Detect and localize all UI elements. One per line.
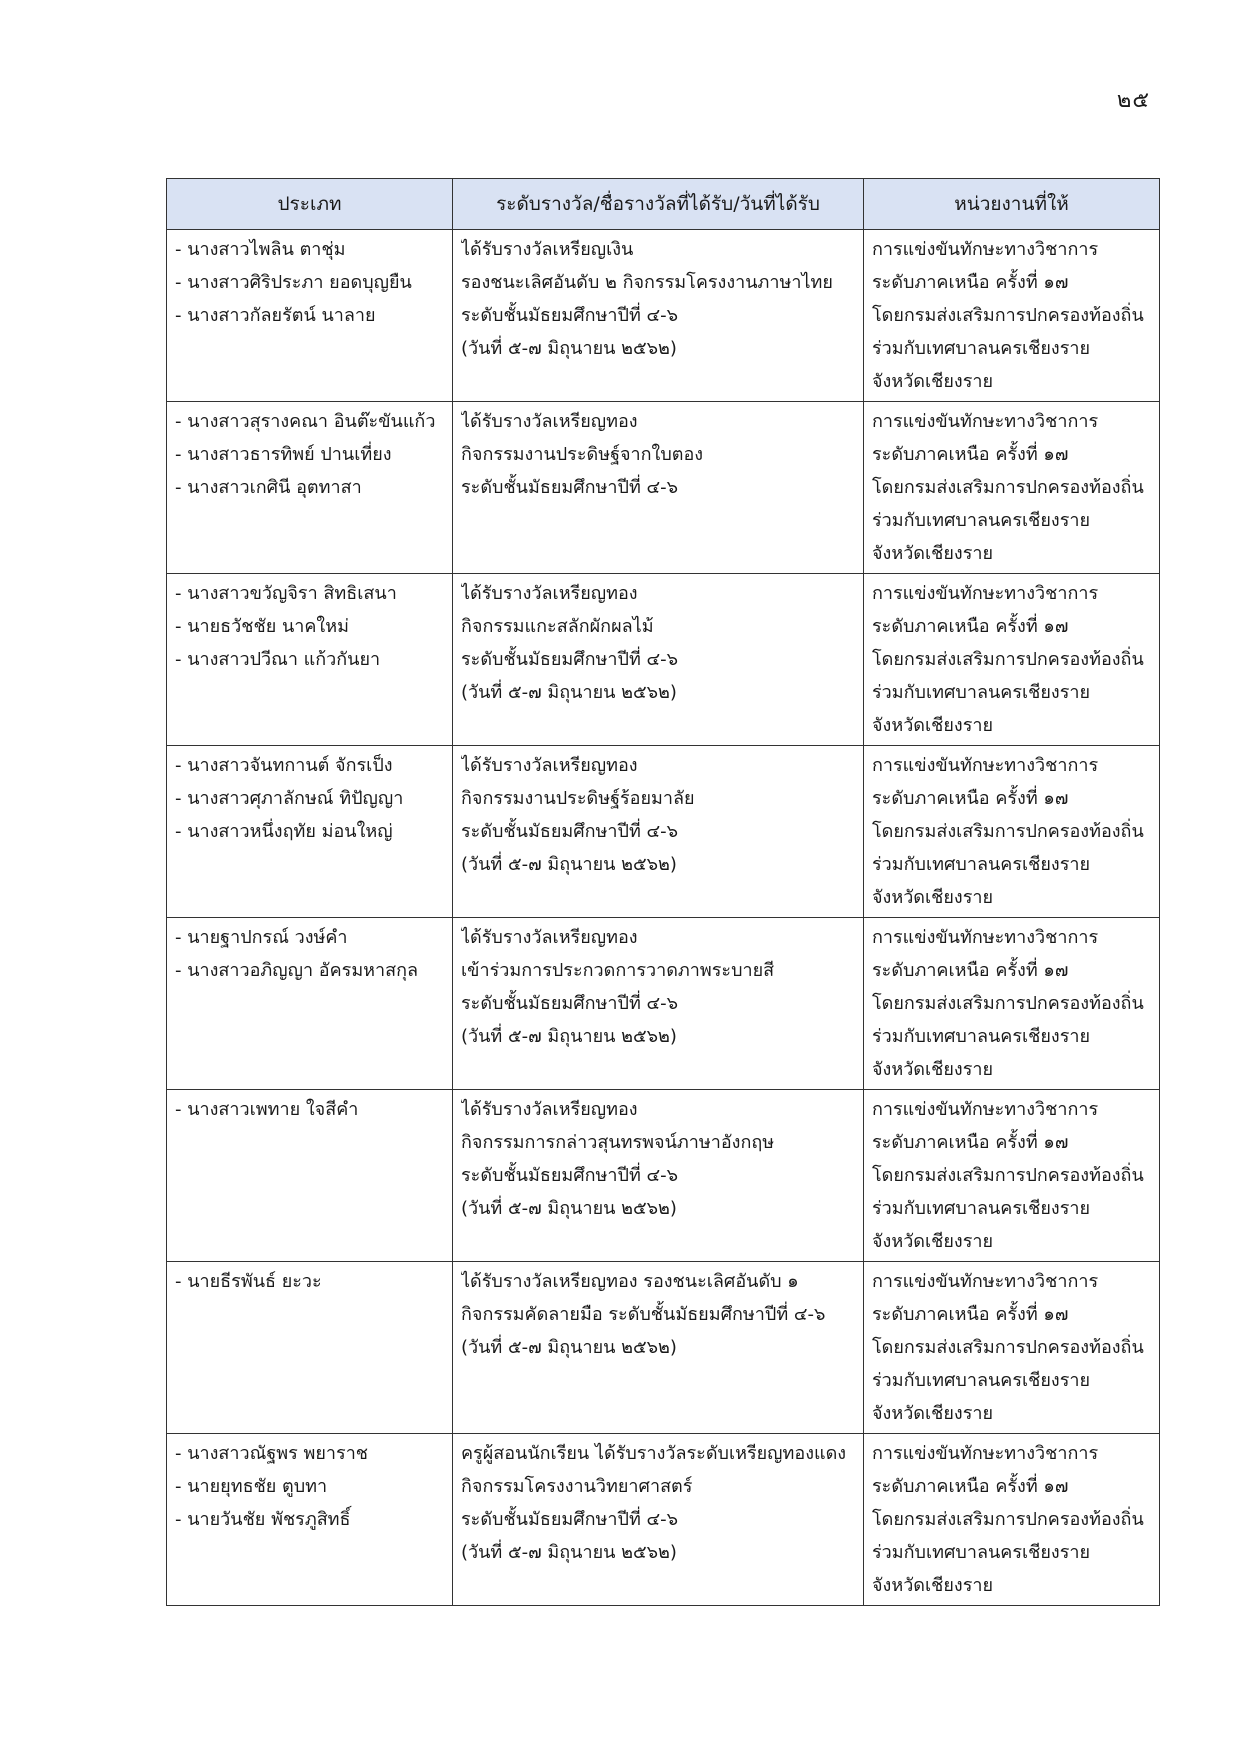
award-line: ระดับชั้นมัธยมศึกษาปีที่ ๔-๖ bbox=[461, 993, 679, 1014]
names-cell bbox=[167, 746, 453, 918]
header-agency: หน่วยงานที่ให้ bbox=[864, 179, 1160, 230]
agency-line: โดยกรมส่งเสริมการปกครองท้องถิ่น bbox=[872, 649, 1144, 670]
award-line: ระดับชั้นมัธยมศึกษาปีที่ ๔-๖ bbox=[461, 477, 679, 498]
agency-line: ระดับภาคเหนือ ครั้งที่ ๑๗ bbox=[872, 960, 1069, 981]
agency-line: จังหวัดเชียงราย bbox=[872, 1575, 994, 1596]
award-line: ครูผู้สอนนักเรียน ได้รับรางวัลระดับเหรียญทองแดง bbox=[461, 1443, 847, 1464]
agency-line: ร่วมกับเทศบาลนครเชียงราย bbox=[872, 854, 1091, 875]
agency-line: ระดับภาคเหนือ ครั้งที่ ๑๗ bbox=[872, 444, 1069, 465]
agency-line: โดยกรมส่งเสริมการปกครองท้องถิ่น bbox=[872, 821, 1144, 842]
award-line: (วันที่ ๕-๗ มิถุนายน ๒๕๖๒) bbox=[461, 1198, 677, 1219]
name-line: - นางสาวอภิญญา อัครมหาสกุล bbox=[175, 960, 419, 981]
name-line: - นางสาวขวัญจิรา สิทธิเสนา bbox=[175, 583, 397, 604]
agency-line: โดยกรมส่งเสริมการปกครองท้องถิ่น bbox=[872, 305, 1144, 326]
agency-line: จังหวัดเชียงราย bbox=[872, 1231, 994, 1252]
name-line: - นางสาวไพลิน ตาชุ่ม bbox=[175, 239, 346, 260]
names-cell bbox=[167, 574, 453, 746]
award-line: ได้รับรางวัลเหรียญทอง รองชนะเลิศอันดับ ๑ bbox=[461, 1271, 799, 1292]
agency-line: การแข่งขันทักษะทางวิชาการ bbox=[872, 1443, 1099, 1464]
agency-cell bbox=[864, 230, 1160, 402]
award-cell bbox=[453, 918, 864, 1090]
name-line: - นางสาวปวีณา แก้วกันยา bbox=[175, 649, 381, 670]
award-line: ได้รับรางวัลเหรียญทอง bbox=[461, 927, 638, 948]
agency-line: การแข่งขันทักษะทางวิชาการ bbox=[872, 583, 1099, 604]
table-body bbox=[167, 230, 1160, 1606]
agency-line: ระดับภาคเหนือ ครั้งที่ ๑๗ bbox=[872, 788, 1069, 809]
agency-line: การแข่งขันทักษะทางวิชาการ bbox=[872, 755, 1099, 776]
award-line: (วันที่ ๕-๗ มิถุนายน ๒๕๖๒) bbox=[461, 682, 677, 703]
award-line: กิจกรรมการกล่าวสุนทรพจน์ภาษาอังกฤษ bbox=[461, 1132, 775, 1153]
award-line: ได้รับรางวัลเหรียญเงิน bbox=[461, 239, 634, 260]
table-row bbox=[167, 918, 1160, 1090]
agency-line: โดยกรมส่งเสริมการปกครองท้องถิ่น bbox=[872, 1165, 1144, 1186]
agency-line: จังหวัดเชียงราย bbox=[872, 715, 994, 736]
table-row bbox=[167, 1262, 1160, 1434]
agency-line: จังหวัดเชียงราย bbox=[872, 1403, 994, 1424]
award-line: ระดับชั้นมัธยมศึกษาปีที่ ๔-๖ bbox=[461, 821, 679, 842]
award-cell bbox=[453, 1434, 864, 1606]
name-line: - นางสาวจันทกานต์ จักรเป็ง bbox=[175, 755, 393, 776]
name-line: - นางสาวกัลยรัตน์ นาลาย bbox=[175, 305, 376, 326]
agency-line: ร่วมกับเทศบาลนครเชียงราย bbox=[872, 1198, 1091, 1219]
agency-cell bbox=[864, 574, 1160, 746]
name-line: - นางสาวเกศินี อุตทาสา bbox=[175, 477, 362, 498]
agency-line: โดยกรมส่งเสริมการปกครองท้องถิ่น bbox=[872, 993, 1144, 1014]
award-line: (วันที่ ๕-๗ มิถุนายน ๒๕๖๒) bbox=[461, 854, 677, 875]
agency-line: ระดับภาคเหนือ ครั้งที่ ๑๗ bbox=[872, 272, 1069, 293]
award-line: (วันที่ ๕-๗ มิถุนายน ๒๕๖๒) bbox=[461, 1542, 677, 1563]
agency-line: ร่วมกับเทศบาลนครเชียงราย bbox=[872, 682, 1091, 703]
award-line: ได้รับรางวัลเหรียญทอง bbox=[461, 755, 638, 776]
agency-cell bbox=[864, 918, 1160, 1090]
names-cell bbox=[167, 1090, 453, 1262]
agency-line: โดยกรมส่งเสริมการปกครองท้องถิ่น bbox=[872, 477, 1144, 498]
agency-line: จังหวัดเชียงราย bbox=[872, 371, 994, 392]
award-line: ได้รับรางวัลเหรียญทอง bbox=[461, 583, 638, 604]
names-cell bbox=[167, 402, 453, 574]
name-line: - นางสาวหนึ่งฤทัย ม่อนใหญ่ bbox=[175, 821, 393, 842]
name-line: - นางสาวศุภาลักษณ์ ทิปัญญา bbox=[175, 788, 404, 809]
award-line: กิจกรรมงานประดิษฐ์ร้อยมาลัย bbox=[461, 788, 695, 809]
agency-cell bbox=[864, 746, 1160, 918]
name-line: - นายวันชัย พัชรภูสิทธิ์ bbox=[175, 1509, 351, 1530]
agency-line: การแข่งขันทักษะทางวิชาการ bbox=[872, 239, 1099, 260]
award-line: เข้าร่วมการประกวดการวาดภาพระบายสี bbox=[461, 960, 775, 981]
names-cell bbox=[167, 1262, 453, 1434]
award-cell bbox=[453, 230, 864, 402]
award-line: ได้รับรางวัลเหรียญทอง bbox=[461, 1099, 638, 1120]
names-cell bbox=[167, 918, 453, 1090]
table-row bbox=[167, 574, 1160, 746]
header-row bbox=[167, 179, 1160, 230]
award-line: รองชนะเลิศอันดับ ๒ กิจกรรมโครงงานภาษาไทย bbox=[461, 272, 833, 293]
agency-line: โดยกรมส่งเสริมการปกครองท้องถิ่น bbox=[872, 1337, 1144, 1358]
awards-table bbox=[166, 178, 1160, 1606]
agency-line: การแข่งขันทักษะทางวิชาการ bbox=[872, 411, 1099, 432]
award-line: กิจกรรมโครงงานวิทยาศาสตร์ bbox=[461, 1476, 693, 1497]
table-row bbox=[167, 1090, 1160, 1262]
agency-line: จังหวัดเชียงราย bbox=[872, 1059, 994, 1080]
agency-cell bbox=[864, 402, 1160, 574]
agency-line: ระดับภาคเหนือ ครั้งที่ ๑๗ bbox=[872, 1304, 1069, 1325]
award-line: ระดับชั้นมัธยมศึกษาปีที่ ๔-๖ bbox=[461, 1165, 679, 1186]
agency-line: จังหวัดเชียงราย bbox=[872, 543, 994, 564]
agency-line: ระดับภาคเหนือ ครั้งที่ ๑๗ bbox=[872, 1132, 1069, 1153]
names-cell bbox=[167, 1434, 453, 1606]
award-line: ระดับชั้นมัธยมศึกษาปีที่ ๔-๖ bbox=[461, 305, 679, 326]
name-line: - นายฐาปกรณ์ วงษ์คำ bbox=[175, 927, 348, 948]
agency-line: ร่วมกับเทศบาลนครเชียงราย bbox=[872, 1370, 1091, 1391]
name-line: - นางสาวศิริประภา ยอดบุญยืน bbox=[175, 272, 412, 293]
award-line: ระดับชั้นมัธยมศึกษาปีที่ ๔-๖ bbox=[461, 649, 679, 670]
award-line: (วันที่ ๕-๗ มิถุนายน ๒๕๖๒) bbox=[461, 1337, 677, 1358]
agency-line: ระดับภาคเหนือ ครั้งที่ ๑๗ bbox=[872, 1476, 1069, 1497]
agency-line: ร่วมกับเทศบาลนครเชียงราย bbox=[872, 338, 1091, 359]
name-line: - นางสาวสุรางคณา อินต๊ะขันแก้ว bbox=[175, 411, 436, 432]
name-line: - นางสาวธารทิพย์ ปานเที่ยง bbox=[175, 444, 392, 465]
award-cell bbox=[453, 574, 864, 746]
name-line: - นายธวัชชัย นาคใหม่ bbox=[175, 616, 349, 637]
name-line: - นายยุทธชัย ตูบทา bbox=[175, 1476, 328, 1497]
award-line: กิจกรรมงานประดิษฐ์จากใบตอง bbox=[461, 444, 704, 465]
name-line: - นางสาวณัฐพร พยาราช bbox=[175, 1443, 369, 1464]
award-line: ระดับชั้นมัธยมศึกษาปีที่ ๔-๖ bbox=[461, 1509, 679, 1530]
agency-cell bbox=[864, 1434, 1160, 1606]
award-cell bbox=[453, 1090, 864, 1262]
header-category: ประเภท bbox=[167, 179, 453, 230]
name-line: - นายธีรพันธ์ ยะวะ bbox=[175, 1271, 322, 1292]
table-row bbox=[167, 746, 1160, 918]
agency-line: การแข่งขันทักษะทางวิชาการ bbox=[872, 927, 1099, 948]
award-line: กิจกรรมแกะสลักผักผลไม้ bbox=[461, 616, 654, 637]
table-header bbox=[167, 179, 1160, 230]
agency-line: ร่วมกับเทศบาลนครเชียงราย bbox=[872, 1542, 1091, 1563]
agency-line: การแข่งขันทักษะทางวิชาการ bbox=[872, 1099, 1099, 1120]
award-line: ได้รับรางวัลเหรียญทอง bbox=[461, 411, 638, 432]
award-line: (วันที่ ๕-๗ มิถุนายน ๒๕๖๒) bbox=[461, 338, 677, 359]
table-row bbox=[167, 402, 1160, 574]
page-number: ๒๕ bbox=[1116, 88, 1150, 113]
agency-line: จังหวัดเชียงราย bbox=[872, 887, 994, 908]
agency-line: โดยกรมส่งเสริมการปกครองท้องถิ่น bbox=[872, 1509, 1144, 1530]
award-line: กิจกรรมคัดลายมือ ระดับชั้นมัธยมศึกษาปีที่ ๔-๖ bbox=[461, 1304, 826, 1325]
table-row bbox=[167, 1434, 1160, 1606]
agency-cell bbox=[864, 1262, 1160, 1434]
name-line: - นางสาวเพทาย ใจสีคำ bbox=[175, 1099, 359, 1120]
agency-line: ร่วมกับเทศบาลนครเชียงราย bbox=[872, 1026, 1091, 1047]
award-cell bbox=[453, 402, 864, 574]
award-cell bbox=[453, 1262, 864, 1434]
table-row bbox=[167, 230, 1160, 402]
agency-cell bbox=[864, 1090, 1160, 1262]
award-line: (วันที่ ๕-๗ มิถุนายน ๒๕๖๒) bbox=[461, 1026, 677, 1047]
agency-line: ร่วมกับเทศบาลนครเชียงราย bbox=[872, 510, 1091, 531]
agency-line: ระดับภาคเหนือ ครั้งที่ ๑๗ bbox=[872, 616, 1069, 637]
award-cell bbox=[453, 746, 864, 918]
agency-line: การแข่งขันทักษะทางวิชาการ bbox=[872, 1271, 1099, 1292]
header-award: ระดับรางวัล/ชื่อรางวัลที่ได้รับ/วันที่ได้รับ bbox=[453, 179, 864, 230]
names-cell bbox=[167, 230, 453, 402]
